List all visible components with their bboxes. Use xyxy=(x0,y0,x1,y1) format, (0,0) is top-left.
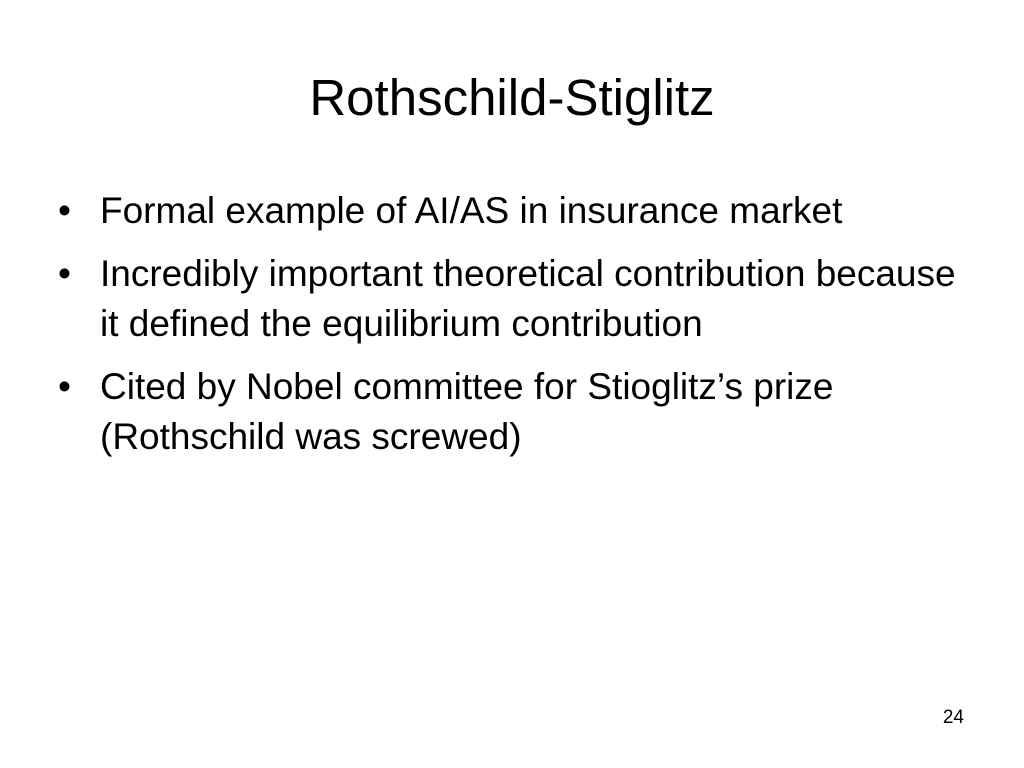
slide-number: 24 xyxy=(942,707,964,728)
bullet-marker: • xyxy=(58,190,71,231)
bullet-item xyxy=(58,362,958,462)
bullet-text: Formal example of AI/AS in insurance market xyxy=(100,190,843,231)
bullet-item xyxy=(58,186,958,236)
bullet-list xyxy=(58,186,958,475)
bullet-marker: • xyxy=(58,253,71,294)
bullet-marker: • xyxy=(58,366,71,407)
slide-title: Rothschild-Stiglitz xyxy=(309,69,715,126)
bullet-item xyxy=(58,249,958,349)
bullet-text: Incredibly important theoretical contribution because it defined the equilibrium contribution xyxy=(100,253,956,344)
bullet-text: Cited by Nobel committee for Stioglitz’s prize (Rothschild was screwed) xyxy=(100,366,834,457)
